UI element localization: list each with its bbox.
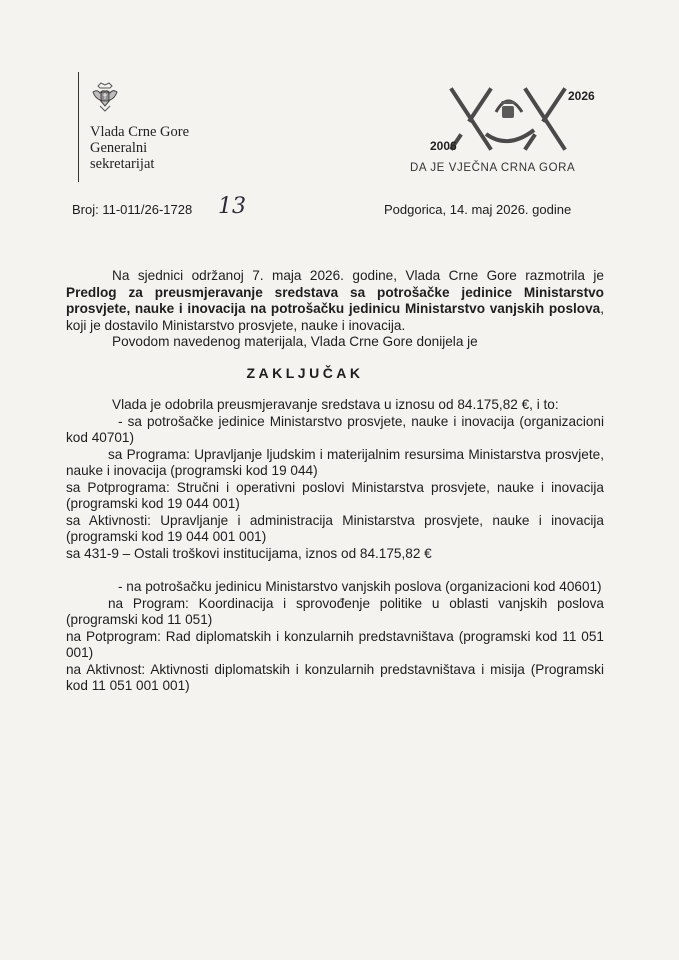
logo-year-start: 2006 bbox=[430, 139, 457, 152]
budget-line: - sa potrošačke jedinice Ministarstvo prosvjete, nauke i inovacija (organizacioni kod 40701) bbox=[66, 413, 604, 445]
budget-line: na Program: Koordinacija i sprovođenje politike u oblasti vanjskih poslova (programski kod 11 051) bbox=[66, 595, 604, 627]
budget-line: - na potrošačku jedinicu Ministarstvo vanjskih poslova (organizacioni kod 40601) bbox=[118, 579, 602, 594]
approval-paragraph: Vlada je odobrila preusmjeravanje sredstava u iznosu od 84.175,82 €, i to: bbox=[112, 397, 559, 412]
document-body bbox=[66, 268, 604, 695]
org-line: Generalni bbox=[90, 140, 148, 156]
logo-year-end: 2026 bbox=[568, 89, 595, 103]
coat-of-arms-icon bbox=[88, 80, 122, 114]
header-divider bbox=[78, 72, 79, 182]
budget-line: na Potprogram: Rad diplomatskih i konzularnih predstavništava (programski kod 11 051 001) bbox=[66, 628, 604, 660]
org-line: sekretarijat bbox=[90, 156, 155, 172]
budget-line: sa Potprograma: Stručni i operativni poslovi Ministarstva prosvjete, nauke i inovacija (programski kod 19 044 001) bbox=[66, 479, 604, 511]
logo-slogan: DA JE VJEČNA CRNA GORA bbox=[410, 162, 576, 174]
budget-line: na Aktivnost: Aktivnosti diplomatskih i konzularnih predstavništava i misija (Programski kod 11 051 001 001) bbox=[66, 661, 604, 693]
handwritten-number: 13 bbox=[218, 194, 246, 219]
budget-line: sa 431-9 – Ostali troškovi institucijama, iznos od 84.175,82 € bbox=[66, 545, 432, 561]
intro-paragraph bbox=[66, 268, 604, 334]
reference-number: Broj: 11-011/26-1728 bbox=[72, 202, 193, 217]
org-line: Vlada Crne Gore bbox=[90, 124, 190, 140]
conclusion-title: ZAKLJUČAK bbox=[246, 364, 364, 381]
intro-text: Na sjednici održanoj 7. maja 2026. godine, Vlada Crne Gore razmotrila je bbox=[112, 268, 604, 283]
budget-line: sa Programa: Upravljanje ljudskim i materijalnim resursima Ministarstva prosvjete, nauke i inovacija (programski kod 19 044) bbox=[66, 446, 604, 478]
anniversary-logo bbox=[430, 86, 600, 152]
place-date: Podgorica, 14. maj 2026. godine bbox=[384, 202, 572, 217]
intro-text: , koji je dostavilo Ministarstvo prosvjete, nauke i inovacija. bbox=[66, 301, 604, 333]
intro-bold: Predlog za preusmjeravanje sredstava sa potrošačke jedinice Ministarstvo prosvjete, nauke i inovacija na potrošačku jedinicu Ministarstvo vanjskih poslova bbox=[66, 284, 604, 316]
organization-name bbox=[90, 124, 189, 172]
intro-paragraph: Povodom navedenog materijala, Vlada Crne Gore donijela je bbox=[112, 334, 478, 349]
budget-line: sa Aktivnosti: Upravljanje i administracija Ministarstva prosvjete, nauke i inovacija (programski kod 19 044 001 001) bbox=[66, 512, 604, 544]
